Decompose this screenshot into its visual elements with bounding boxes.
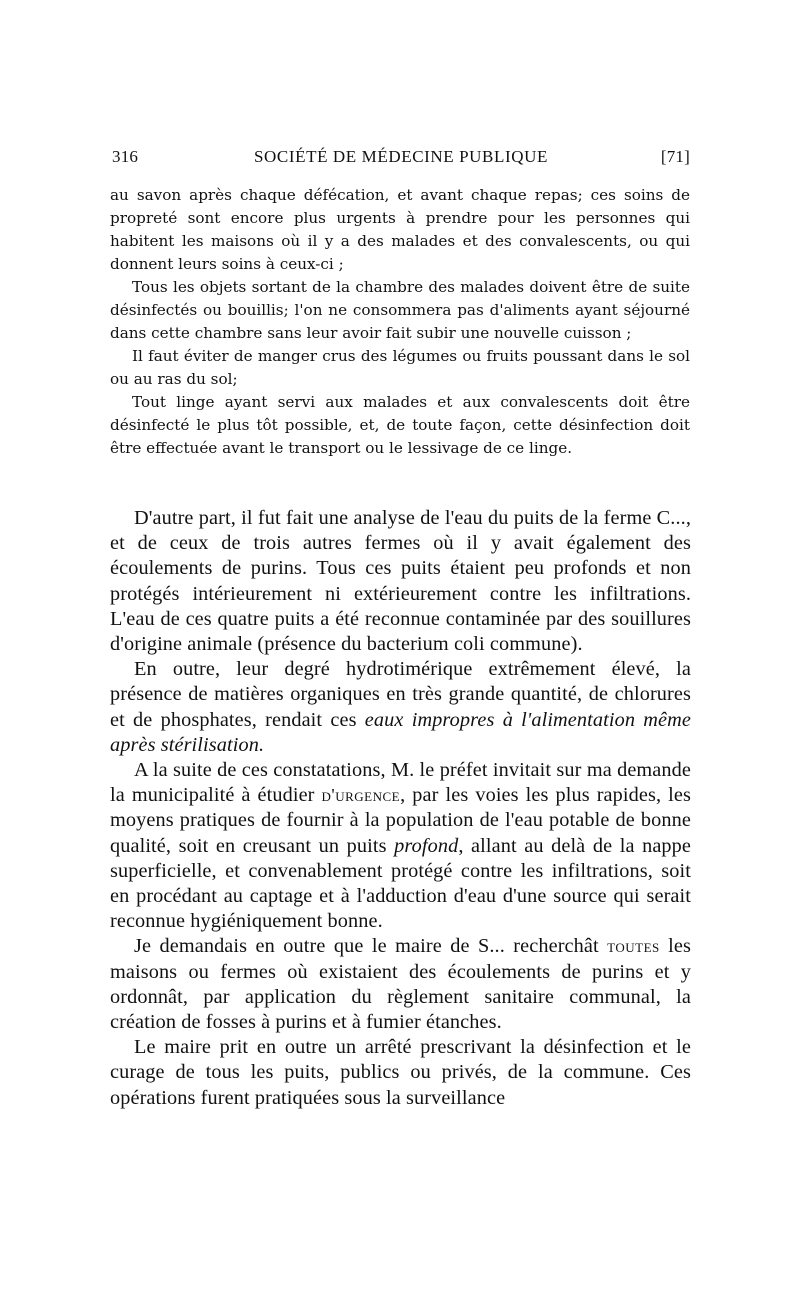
body-text: , par les voies les plus rapides, les moyens pratiques de fournir à la population de l'eau potable de bonne qualité, soit en creusant un puits [110,784,691,857]
body-paragraph [110,758,691,934]
body-paragraph: D'autre part, il fut fait une analyse de l'eau du puits de la ferme C..., et de ceux de trois autres fermes où il y avait également des écoulements de purins. Tous ces puits étaient peu profonds et non protégés intérieurement ni extérieurement contre les infiltrations. L'eau de ces quatre puits a été reconnue contaminée par des souillures d'origine animale (présence du bacterium coli commune). [110,507,691,656]
small-caps-text: d'urgence [321,785,401,806]
running-title: SOCIÉTÉ DE MÉDECINE PUBLIQUE [254,147,548,166]
body-text: les maisons ou fermes où existaient des écoulements de purins et y ordonnât, par application du règlement sanitaire communal, la création de fosses à purins et à fumier étanches. [110,935,691,1034]
body-text: , allant au delà de la nappe superficielle, et convenablement protégé contre les infiltrations, soit en procédant au captage et à l'adduction d'eau d'une source qui serait reconnue hygiéniquement bonne. [110,834,692,933]
instruction-paragraph: Il faut éviter de manger crus des légumes ou fruits poussant dans le sol ou au ras du sol; [110,347,690,388]
body-paragraph: Le maire prit en outre un arrêté prescrivant la désinfection et le curage de tous les puits, publics ou privés, de la commune. Ces opérations furent pratiquées sous la surveillance [110,1036,691,1109]
instruction-paragraph: Tout linge ayant servi aux malades et aux convalescents doit être désinfecté le plus tôt possible, et, de toute façon, cette désinfection doit être effectuée avant le transport ou le lessivage de ce linge. [110,393,690,457]
instruction-paragraph: Tous les objets sortant de la chambre des malades doivent être de suite désinfectés ou bouillis; l'on ne consommera pas d'aliments ayant séjourné dans cette chambre sans leur avoir fait subir une nouvelle cuisson ; [110,278,690,342]
body-text: En outre, leur degré hydrotimérique extrêmement élevé, la présence de matières organiques en très grande quantité, de chlorures et de phosphates, rendait ces [110,658,691,731]
body-paragraph [110,934,691,1035]
emphasis-text: eaux impropres à l'alimentation même après stérilisation. [110,708,691,756]
page-number: 316 [112,147,139,166]
main-text-block [110,506,691,1111]
section-reference: [71] [660,147,690,166]
instruction-paragraph: au savon après chaque défécation, et avant chaque repas; ces soins de propreté sont encore plus urgents à prendre pour les personnes qui habitent les maisons où il y a des malades et des convalescents, ou qui donnent leurs soins à ceux-ci ; [110,186,690,273]
small-caps-text: toutes [607,936,660,957]
body-text: Je demandais en outre que le maire de S... recherchât [134,935,608,958]
instructions-block [110,184,690,460]
running-header [112,147,690,171]
body-paragraph [110,657,691,758]
emphasis-text: profond [394,834,459,857]
body-text: A la suite de ces constatations, M. le préfet invitait sur ma demande la municipalité à étudier [110,759,691,807]
